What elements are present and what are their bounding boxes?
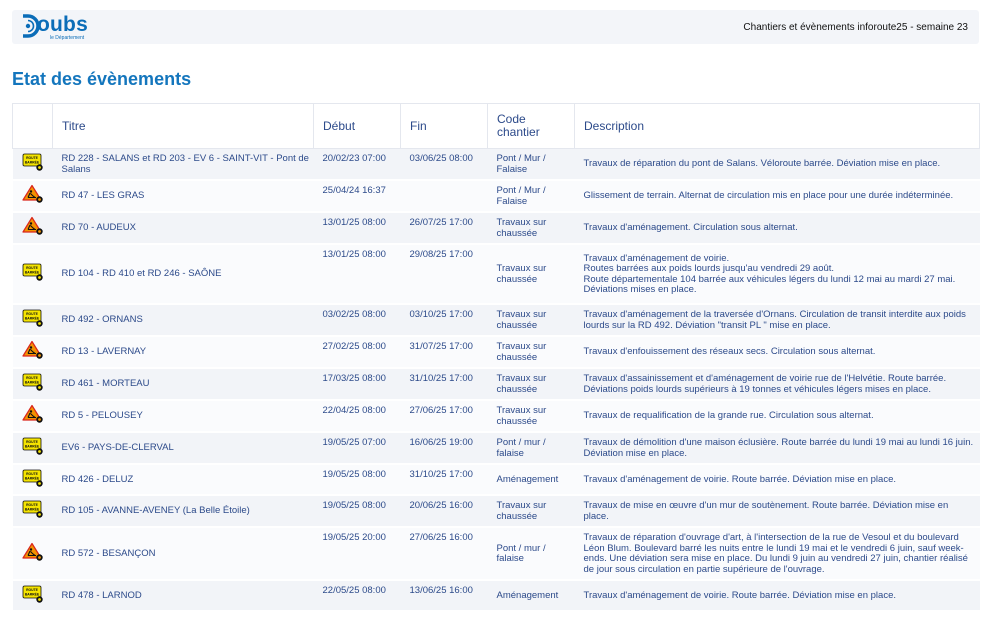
row-description: Travaux d'aménagement de voirie. Route barrée. Déviation mise en place. [575, 580, 980, 611]
table-row[interactable] [13, 336, 980, 368]
route-barree-icon [22, 584, 44, 604]
row-description: Travaux de réparation d'ouvrage d'art, à l'intersection de la rue de Vesoul et du boulevard Léon Blum. Boulevard barré les nuits entre le lundi 19 mai et le vendredi 6 juin, sauf week-ends. Une déviation sera mise en place. Du lundi 9 juin au vendredi 27 juin, chantier réalisé de jour sous circulation en partie supérieure de l'ouvrage. [575, 527, 980, 580]
row-icon-cell [13, 180, 53, 212]
roadwork-sign-icon [22, 184, 44, 204]
row-icon-cell [13, 580, 53, 611]
row-icon-cell [13, 527, 53, 580]
row-description: Travaux de requalification de la grande rue. Circulation sous alternat. [575, 400, 980, 432]
row-code-chantier: Travaux sur chaussée [488, 368, 575, 400]
row-description: Glissement de terrain. Alternat de circulation mis en place pour une durée indéterminée. [575, 180, 980, 212]
row-debut: 25/04/24 16:37 [314, 180, 401, 212]
row-code-chantier: Travaux sur chaussée [488, 244, 575, 304]
row-code-chantier: Pont / mur / falaise [488, 527, 575, 580]
svg-text:BARRÉE: BARRÉE [24, 507, 39, 512]
row-icon-cell [13, 464, 53, 495]
row-titre: RD 70 - AUDEUX [53, 212, 314, 244]
svg-text:BARRÉE: BARRÉE [24, 444, 39, 449]
svg-text:BARRÉE: BARRÉE [24, 380, 39, 385]
roadwork-sign-icon [22, 542, 44, 562]
row-code-chantier: Travaux sur chaussée [488, 495, 575, 527]
table-row[interactable] [13, 244, 980, 304]
logo-subtitle: le Département [50, 35, 85, 41]
doubs-logo[interactable] [20, 13, 110, 41]
row-titre: EV6 - PAYS-DE-CLERVAL [53, 432, 314, 464]
route-barree-icon [22, 308, 44, 328]
route-barree-icon [22, 436, 44, 456]
row-icon-cell [13, 368, 53, 400]
table-row[interactable] [13, 580, 980, 611]
row-debut: 19/05/25 07:00 [314, 432, 401, 464]
row-titre: RD 426 - DELUZ [53, 464, 314, 495]
table-row[interactable] [13, 432, 980, 464]
svg-text:BARRÉE: BARRÉE [24, 592, 39, 597]
row-titre: RD 572 - BESANÇON [53, 527, 314, 580]
row-code-chantier: Travaux sur chaussée [488, 400, 575, 432]
row-description: Travaux de mise en œuvre d'un mur de soutènement. Route barrée. Déviation mise en place. [575, 495, 980, 527]
row-debut: 13/01/25 08:00 [314, 212, 401, 244]
table-header-row [13, 104, 980, 149]
svg-text:ROUTE: ROUTE [25, 587, 38, 592]
row-icon-cell [13, 495, 53, 527]
row-icon-cell [13, 336, 53, 368]
row-description: Travaux d'aménagement de la traversée d'Ornans. Circulation de transit interdite aux poids lourds sur la RD 492. Déviation "transit PL " mise en place. [575, 304, 980, 336]
row-titre: RD 492 - ORNANS [53, 304, 314, 336]
row-description: Travaux de réparation du pont de Salans. Véloroute barrée. Déviation mise en place. [575, 149, 980, 181]
row-icon-cell [13, 400, 53, 432]
row-fin: 31/10/25 17:00 [401, 368, 488, 400]
row-titre: RD 461 - MORTEAU [53, 368, 314, 400]
row-debut: 19/05/25 20:00 [314, 527, 401, 580]
row-icon-cell [13, 432, 53, 464]
table-row[interactable] [13, 400, 980, 432]
route-barree-icon [22, 468, 44, 488]
table-row[interactable] [13, 149, 980, 181]
row-debut: 19/05/25 08:00 [314, 495, 401, 527]
row-code-chantier: Pont / Mur / Falaise [488, 180, 575, 212]
row-debut: 13/01/25 08:00 [314, 244, 401, 304]
row-debut: 19/05/25 08:00 [314, 464, 401, 495]
row-debut: 27/02/25 08:00 [314, 336, 401, 368]
route-barree-icon [22, 152, 44, 172]
row-code-chantier: Travaux sur chaussée [488, 212, 575, 244]
events-table [12, 103, 980, 612]
row-titre: RD 13 - LAVERNAY [53, 336, 314, 368]
roadwork-sign-icon [22, 216, 44, 236]
row-icon-cell [13, 244, 53, 304]
row-code-chantier: Travaux sur chaussée [488, 336, 575, 368]
table-row[interactable] [13, 368, 980, 400]
row-fin: 26/07/25 17:00 [401, 212, 488, 244]
row-code-chantier: Aménagement [488, 580, 575, 611]
row-titre: RD 228 - SALANS et RD 203 - EV 6 - SAINT-VIT - Pont de Salans [53, 149, 314, 181]
table-row[interactable] [13, 495, 980, 527]
route-barree-icon [22, 262, 44, 282]
row-debut: 20/02/23 07:00 [314, 149, 401, 181]
row-debut: 03/02/25 08:00 [314, 304, 401, 336]
row-fin: 13/06/25 16:00 [401, 580, 488, 611]
row-icon-cell [13, 212, 53, 244]
logo-text: oubs [37, 13, 88, 36]
row-fin [401, 180, 488, 212]
svg-text:BARRÉE: BARRÉE [24, 316, 39, 321]
row-description: Travaux d'enfouissement des réseaux secs. Circulation sous alternat. [575, 336, 980, 368]
row-titre: RD 478 - LARNOD [53, 580, 314, 611]
row-fin: 03/06/25 08:00 [401, 149, 488, 181]
roadwork-sign-icon [22, 340, 44, 360]
header-bar [12, 10, 979, 44]
row-titre: RD 5 - PELOUSEY [53, 400, 314, 432]
header-title: Chantiers et évènements inforoute25 - semaine 23 [743, 22, 968, 33]
row-description: Travaux d'aménagement. Circulation sous alternat. [575, 212, 980, 244]
svg-text:ROUTE: ROUTE [25, 312, 38, 317]
table-row[interactable] [13, 304, 980, 336]
svg-text:BARRÉE: BARRÉE [24, 270, 39, 275]
row-description: Travaux d'aménagement de voirie. Routes barrées aux poids lourds jusqu'au vendredi 29 août. Route départementale 104 barrée aux véhicules légers du lundi 12 mai au mardi 27 mai. Déviations mises en place. [575, 244, 980, 304]
table-row[interactable] [13, 464, 980, 495]
svg-text:BARRÉE: BARRÉE [24, 160, 39, 165]
roadwork-sign-icon [22, 404, 44, 424]
page-title: Etat des évènements [12, 69, 192, 89]
svg-text:ROUTE: ROUTE [25, 376, 38, 381]
column-header-titre[interactable]: Titre [53, 104, 314, 149]
row-code-chantier: Pont / mur / falaise [488, 432, 575, 464]
table-row[interactable] [13, 527, 980, 580]
row-fin: 27/06/25 16:00 [401, 527, 488, 580]
row-code-chantier: Aménagement [488, 464, 575, 495]
svg-text:ROUTE: ROUTE [25, 156, 38, 161]
svg-text:ROUTE: ROUTE [25, 503, 38, 508]
row-fin: 27/06/25 17:00 [401, 400, 488, 432]
column-header-description[interactable]: Description [575, 104, 980, 149]
row-debut: 22/04/25 08:00 [314, 400, 401, 432]
column-header-code-chantier[interactable]: Code chantier [488, 104, 575, 149]
row-code-chantier: Pont / Mur / Falaise [488, 149, 575, 181]
route-barree-icon [22, 372, 44, 392]
column-header-fin[interactable]: Fin [401, 104, 488, 149]
svg-text:ROUTE: ROUTE [25, 440, 38, 445]
row-fin: 31/07/25 17:00 [401, 336, 488, 368]
column-header-icon [13, 104, 53, 149]
row-code-chantier: Travaux sur chaussée [488, 304, 575, 336]
row-fin: 29/08/25 17:00 [401, 244, 488, 304]
row-icon-cell [13, 149, 53, 181]
route-barree-icon [22, 499, 44, 519]
row-fin: 16/06/25 19:00 [401, 432, 488, 464]
table-body [13, 149, 980, 612]
column-header-debut[interactable]: Début [314, 104, 401, 149]
row-description: Travaux d'assainissement et d'aménagement de voirie rue de l'Helvétie. Route barrée. Déviations poids lourds supérieurs à 19 tonnes et véhicules légers mises en place. [575, 368, 980, 400]
row-description: Travaux d'aménagement de voirie. Route barrée. Déviation mise en place. [575, 464, 980, 495]
svg-text:ROUTE: ROUTE [25, 266, 38, 271]
row-titre: RD 105 - AVANNE-AVENEY (La Belle Étoile) [53, 495, 314, 527]
row-titre: RD 104 - RD 410 et RD 246 - SAÔNE [53, 244, 314, 304]
row-titre: RD 47 - LES GRAS [53, 180, 314, 212]
svg-text:ROUTE: ROUTE [25, 471, 38, 476]
table-row[interactable] [13, 212, 980, 244]
row-fin: 31/10/25 17:00 [401, 464, 488, 495]
table-row[interactable] [13, 180, 980, 212]
row-debut: 22/05/25 08:00 [314, 580, 401, 611]
events-table-wrapper [12, 103, 979, 612]
svg-text:BARRÉE: BARRÉE [24, 476, 39, 481]
row-fin: 20/06/25 16:00 [401, 495, 488, 527]
row-icon-cell [13, 304, 53, 336]
row-debut: 17/03/25 08:00 [314, 368, 401, 400]
row-fin: 03/10/25 17:00 [401, 304, 488, 336]
row-description: Travaux de démolition d'une maison éclusière. Route barrée du lundi 19 mai au lundi 16 juin. Déviation mise en place. [575, 432, 980, 464]
